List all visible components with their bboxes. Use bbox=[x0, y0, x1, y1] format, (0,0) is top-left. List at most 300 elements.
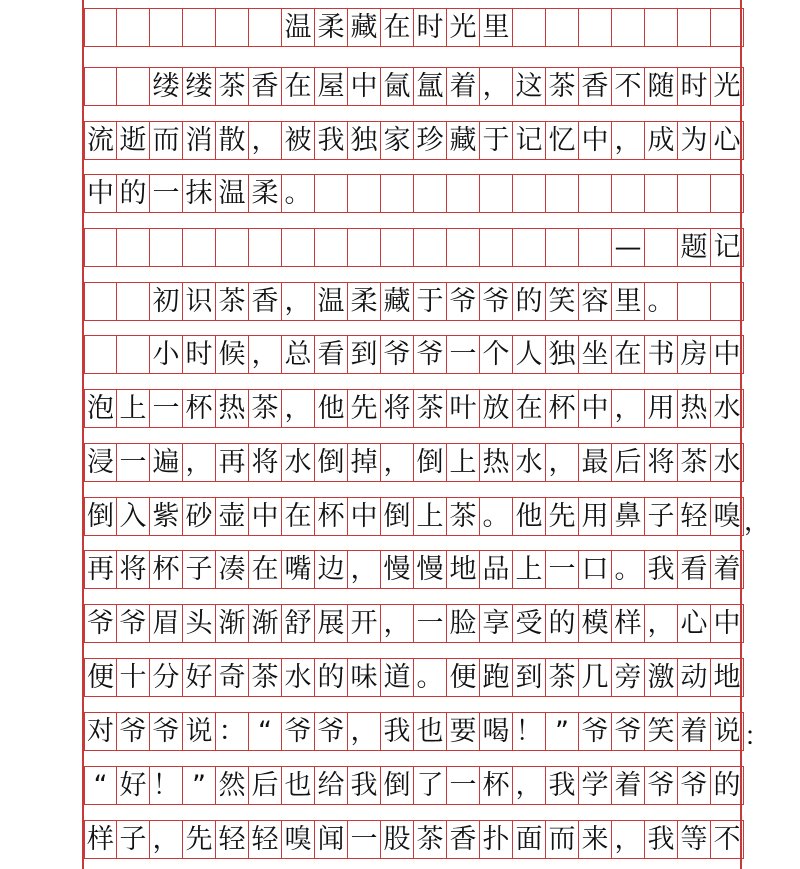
grid-cell: 也 bbox=[414, 712, 447, 751]
grid-cell: 倒 bbox=[315, 443, 348, 482]
grid-cell: 总 bbox=[282, 335, 315, 374]
grid-cell: 要 bbox=[447, 712, 480, 751]
grid-cell: 着 bbox=[612, 766, 645, 805]
grid-cell: 泡 bbox=[84, 389, 117, 428]
grid-cell: 柔 bbox=[249, 174, 282, 213]
grid-line bbox=[84, 335, 744, 374]
grid-cell: 动 bbox=[678, 658, 711, 697]
grid-cell: 舒 bbox=[282, 604, 315, 643]
grid-cell: 茶 bbox=[414, 820, 447, 859]
grid-cell bbox=[480, 228, 513, 267]
grid-cell: “ bbox=[84, 766, 117, 805]
grid-cell: 好 bbox=[183, 658, 216, 697]
grid-cell: ， bbox=[381, 604, 414, 643]
grid-cell bbox=[579, 174, 612, 213]
grid-cell: 后 bbox=[612, 443, 645, 482]
grid-cell: 将 bbox=[249, 443, 282, 482]
grid-cell: 爷 bbox=[645, 766, 678, 805]
grid-line bbox=[84, 550, 744, 589]
grid-cell: 味 bbox=[348, 658, 381, 697]
grid-cell: 入 bbox=[117, 497, 150, 536]
overflow-punctuation: ： bbox=[744, 722, 771, 752]
grid-cell: ！ bbox=[513, 712, 546, 751]
grid-cell: 在 bbox=[282, 497, 315, 536]
grid-cell: 浸 bbox=[84, 443, 117, 482]
grid-cell: ， bbox=[513, 766, 546, 805]
grid-cell: ， bbox=[612, 389, 645, 428]
grid-cell: 温 bbox=[315, 282, 348, 321]
grid-cell: 最 bbox=[579, 443, 612, 482]
grid-cell: 品 bbox=[480, 550, 513, 589]
grid-cell bbox=[84, 282, 117, 321]
grid-cell: 子 bbox=[645, 497, 678, 536]
grid-cell: 茶 bbox=[546, 67, 579, 106]
grid-cell: 用 bbox=[645, 389, 678, 428]
grid-cell: 爷 bbox=[612, 712, 645, 751]
grid-line bbox=[84, 282, 744, 321]
grid-cell bbox=[414, 174, 447, 213]
grid-cell: 笑 bbox=[546, 282, 579, 321]
grid-cell: 我 bbox=[348, 766, 381, 805]
grid-cell: 。 bbox=[612, 550, 645, 589]
grid-cell: 候 bbox=[216, 335, 249, 374]
grid-line bbox=[84, 604, 744, 643]
grid-cell: 而 bbox=[150, 121, 183, 160]
grid-cell: 面 bbox=[513, 820, 546, 859]
grid-cell: 茶 bbox=[216, 282, 249, 321]
grid-cell: 氲 bbox=[414, 67, 447, 106]
grid-cell: 爷 bbox=[579, 712, 612, 751]
grid-cell: 容 bbox=[579, 282, 612, 321]
grid-cell: 轻 bbox=[216, 820, 249, 859]
grid-cell: ， bbox=[282, 389, 315, 428]
grid-cell: 看 bbox=[315, 335, 348, 374]
grid-cell: 再 bbox=[216, 443, 249, 482]
grid-cell: 分 bbox=[150, 658, 183, 697]
grid-cell: 中 bbox=[84, 174, 117, 213]
grid-line bbox=[84, 8, 744, 47]
grid-cell: ， bbox=[348, 712, 381, 751]
grid-cell: 于 bbox=[414, 282, 447, 321]
grid-cell: 水 bbox=[711, 389, 744, 428]
grid-cell: 样 bbox=[612, 604, 645, 643]
grid-cell: 放 bbox=[480, 389, 513, 428]
grid-cell: 被 bbox=[282, 121, 315, 160]
grid-line bbox=[84, 820, 744, 859]
grid-cell bbox=[117, 67, 150, 106]
grid-cell: 嗅 bbox=[282, 820, 315, 859]
grid-cell: ， bbox=[480, 67, 513, 106]
grid-cell bbox=[678, 8, 711, 47]
grid-cell: 一 bbox=[150, 174, 183, 213]
grid-cell: 了 bbox=[414, 766, 447, 805]
grid-cell: 叶 bbox=[447, 389, 480, 428]
grid-cell: 着 bbox=[678, 712, 711, 751]
grid-cell: 光 bbox=[447, 8, 480, 47]
grid-cell: 砂 bbox=[183, 497, 216, 536]
grid-cell: 于 bbox=[480, 121, 513, 160]
grid-cell: 的 bbox=[315, 658, 348, 697]
grid-cell: 子 bbox=[117, 820, 150, 859]
grid-cell: 我 bbox=[315, 121, 348, 160]
grid-cell: 茶 bbox=[447, 497, 480, 536]
grid-cell bbox=[84, 67, 117, 106]
grid-cell: 杯 bbox=[480, 766, 513, 805]
grid-cell bbox=[84, 335, 117, 374]
grid-cell: 口 bbox=[579, 550, 612, 589]
grid-cell: 便 bbox=[447, 658, 480, 697]
grid-cell bbox=[645, 228, 678, 267]
grid-cell: 忆 bbox=[546, 121, 579, 160]
grid-cell: 来 bbox=[579, 820, 612, 859]
grid-cell: 屋 bbox=[315, 67, 348, 106]
grid-cell: 独 bbox=[348, 121, 381, 160]
grid-cell bbox=[711, 8, 744, 47]
grid-cell bbox=[348, 174, 381, 213]
grid-cell: 不 bbox=[612, 67, 645, 106]
grid-cell: 记 bbox=[513, 121, 546, 160]
grid-cell: 坐 bbox=[579, 335, 612, 374]
grid-cell: 爷 bbox=[414, 335, 447, 374]
grid-cell: 水 bbox=[711, 443, 744, 482]
grid-cell: 上 bbox=[414, 497, 447, 536]
grid-cell: 独 bbox=[546, 335, 579, 374]
grid-cell: 柔 bbox=[315, 8, 348, 47]
grid-line bbox=[84, 121, 744, 160]
grid-cell: 激 bbox=[645, 658, 678, 697]
grid-cell: 中 bbox=[711, 604, 744, 643]
grid-cell: 的 bbox=[546, 604, 579, 643]
grid-cell: 旁 bbox=[612, 658, 645, 697]
grid-cell: 抹 bbox=[183, 174, 216, 213]
grid-cell: 中 bbox=[711, 335, 744, 374]
grid-cell: 水 bbox=[282, 443, 315, 482]
grid-cell: 个 bbox=[480, 335, 513, 374]
grid-cell: 的 bbox=[711, 766, 744, 805]
grid-cell: ， bbox=[150, 820, 183, 859]
grid-cell bbox=[678, 174, 711, 213]
grid-cell bbox=[678, 282, 711, 321]
grid-cell: 上 bbox=[117, 389, 150, 428]
grid-cell: 时 bbox=[183, 335, 216, 374]
grid-cell: 茶 bbox=[414, 389, 447, 428]
grid-cell: 爷 bbox=[678, 766, 711, 805]
grid-line bbox=[84, 443, 744, 482]
grid-cell: 开 bbox=[348, 604, 381, 643]
grid-cell: 不 bbox=[711, 820, 744, 859]
grid-cell: 倒 bbox=[381, 766, 414, 805]
grid-line bbox=[84, 497, 744, 536]
grid-cell: ， bbox=[249, 335, 282, 374]
grid-cell: 为 bbox=[678, 121, 711, 160]
grid-cell: 爷 bbox=[84, 604, 117, 643]
grid-cell: 随 bbox=[645, 67, 678, 106]
grid-cell: 光 bbox=[711, 67, 744, 106]
grid-cell: 紫 bbox=[150, 497, 183, 536]
grid-cell: 热 bbox=[216, 389, 249, 428]
grid-cell bbox=[447, 174, 480, 213]
grid-cell: 嗅 bbox=[711, 497, 744, 536]
grid-cell: 里 bbox=[612, 282, 645, 321]
grid-cell bbox=[546, 228, 579, 267]
grid-cell: 一 bbox=[348, 820, 381, 859]
grid-cell: 倒 bbox=[414, 443, 447, 482]
grid-line bbox=[84, 658, 744, 697]
grid-cell: 道 bbox=[381, 658, 414, 697]
grid-cell bbox=[414, 228, 447, 267]
grid-cell bbox=[183, 228, 216, 267]
grid-cell: 轻 bbox=[249, 820, 282, 859]
grid-cell: 他 bbox=[513, 497, 546, 536]
grid-cell: 散 bbox=[216, 121, 249, 160]
grid-cell: 时 bbox=[678, 67, 711, 106]
grid-cell: 轻 bbox=[678, 497, 711, 536]
grid-cell: 对 bbox=[84, 712, 117, 751]
grid-cell: 藏 bbox=[348, 8, 381, 47]
grid-cell: 香 bbox=[579, 67, 612, 106]
grid-cell: 慢 bbox=[414, 550, 447, 589]
grid-cell: 流 bbox=[84, 121, 117, 160]
grid-cell: 小 bbox=[150, 335, 183, 374]
grid-cell: 先 bbox=[183, 820, 216, 859]
grid-cell: ， bbox=[546, 443, 579, 482]
grid-cell bbox=[579, 228, 612, 267]
grid-cell: 掉 bbox=[348, 443, 381, 482]
grid-cell bbox=[513, 174, 546, 213]
grid-line bbox=[84, 389, 744, 428]
grid-cell: 我 bbox=[645, 550, 678, 589]
grid-cell bbox=[711, 174, 744, 213]
grid-cell: 茶 bbox=[216, 67, 249, 106]
grid-cell: 奇 bbox=[216, 658, 249, 697]
grid-cell: ， bbox=[183, 443, 216, 482]
grid-cell: 初 bbox=[150, 282, 183, 321]
grid-cell: 股 bbox=[381, 820, 414, 859]
grid-cell: 在 bbox=[249, 550, 282, 589]
grid-cell: 香 bbox=[249, 67, 282, 106]
grid-cell: 记 bbox=[711, 228, 744, 267]
grid-cell bbox=[150, 228, 183, 267]
grid-cell: 上 bbox=[447, 443, 480, 482]
grid-cell: ， bbox=[381, 443, 414, 482]
grid-cell: 爷 bbox=[447, 282, 480, 321]
grid-cell: 我 bbox=[546, 766, 579, 805]
grid-cell: 茶 bbox=[249, 658, 282, 697]
grid-cell: 学 bbox=[579, 766, 612, 805]
grid-cell bbox=[645, 174, 678, 213]
grid-cell: ： bbox=[216, 712, 249, 751]
grid-cell: 着 bbox=[711, 550, 744, 589]
grid-cell: 展 bbox=[315, 604, 348, 643]
grid-cell: 十 bbox=[117, 658, 150, 697]
grid-cell bbox=[645, 8, 678, 47]
grid-cell: 爷 bbox=[381, 335, 414, 374]
grid-cell: 中 bbox=[249, 497, 282, 536]
grid-cell: 便 bbox=[84, 658, 117, 697]
grid-cell: ” bbox=[546, 712, 579, 751]
grid-cell: 爷 bbox=[315, 712, 348, 751]
grid-cell: 珍 bbox=[414, 121, 447, 160]
grid-cell: 说 bbox=[183, 712, 216, 751]
grid-cell: 。 bbox=[480, 497, 513, 536]
grid-cell bbox=[150, 8, 183, 47]
grid-cell: 我 bbox=[645, 820, 678, 859]
grid-cell: 温 bbox=[282, 8, 315, 47]
grid-cell: 爷 bbox=[282, 712, 315, 751]
grid-cell: ， bbox=[612, 121, 645, 160]
grid-cell: 用 bbox=[579, 497, 612, 536]
grid-cell: 鼻 bbox=[612, 497, 645, 536]
grid-cell bbox=[84, 8, 117, 47]
grid-line bbox=[84, 228, 744, 267]
grid-cell bbox=[183, 8, 216, 47]
grid-cell: 爷 bbox=[480, 282, 513, 321]
grid-cell bbox=[117, 8, 150, 47]
overflow-punctuation: ， bbox=[744, 507, 771, 537]
grid-cell: 后 bbox=[249, 766, 282, 805]
grid-cell: 的 bbox=[513, 282, 546, 321]
grid-cell: 成 bbox=[645, 121, 678, 160]
grid-cell: 氤 bbox=[381, 67, 414, 106]
grid-cell: 壶 bbox=[216, 497, 249, 536]
grid-cell: 香 bbox=[249, 282, 282, 321]
grid-cell: 热 bbox=[678, 389, 711, 428]
grid-cell: 这 bbox=[513, 67, 546, 106]
grid-cell: 遍 bbox=[150, 443, 183, 482]
grid-cell: 好 bbox=[117, 766, 150, 805]
grid-cell: 一 bbox=[150, 389, 183, 428]
grid-cell: 家 bbox=[381, 121, 414, 160]
grid-cell bbox=[315, 228, 348, 267]
grid-cell: 一 bbox=[117, 443, 150, 482]
grid-cell: ， bbox=[249, 121, 282, 160]
grid-cell: 先 bbox=[348, 389, 381, 428]
grid-cell: 中 bbox=[348, 497, 381, 536]
grid-line bbox=[84, 766, 744, 805]
grid-cell bbox=[216, 228, 249, 267]
grid-cell: 在 bbox=[612, 335, 645, 374]
grid-cell bbox=[216, 8, 249, 47]
grid-cell: 享 bbox=[480, 604, 513, 643]
grid-cell: 看 bbox=[678, 550, 711, 589]
grid-cell: 心 bbox=[711, 121, 744, 160]
grid-line bbox=[84, 67, 744, 106]
grid-cell: 中 bbox=[579, 389, 612, 428]
grid-cell: 消 bbox=[183, 121, 216, 160]
grid-cell: 一 bbox=[546, 550, 579, 589]
grid-cell: 里 bbox=[480, 8, 513, 47]
grid-cell: 茶 bbox=[249, 389, 282, 428]
grid-cell bbox=[381, 228, 414, 267]
grid-cell: 水 bbox=[513, 443, 546, 482]
grid-cell: 头 bbox=[183, 604, 216, 643]
grid-cell bbox=[546, 174, 579, 213]
grid-cell: 也 bbox=[282, 766, 315, 805]
grid-cell: ， bbox=[645, 604, 678, 643]
grid-cell: 。 bbox=[645, 282, 678, 321]
grid-cell: 慢 bbox=[381, 550, 414, 589]
grid-cell: 再 bbox=[84, 550, 117, 589]
grid-cell: ， bbox=[282, 282, 315, 321]
grid-cell: 茶 bbox=[678, 443, 711, 482]
grid-cell: 说 bbox=[711, 712, 744, 751]
grid-cell: 时 bbox=[414, 8, 447, 47]
grid-cell: 将 bbox=[117, 550, 150, 589]
grid-cell: 渐 bbox=[249, 604, 282, 643]
grid-cell: 在 bbox=[381, 8, 414, 47]
grid-cell bbox=[612, 174, 645, 213]
grid-cell bbox=[348, 228, 381, 267]
grid-line bbox=[84, 174, 744, 213]
grid-cell: 到 bbox=[348, 335, 381, 374]
grid-cell: 倒 bbox=[84, 497, 117, 536]
grid-cell: 凑 bbox=[216, 550, 249, 589]
grid-cell: 闻 bbox=[315, 820, 348, 859]
grid-cell: 样 bbox=[84, 820, 117, 859]
grid-cell: 杯 bbox=[183, 389, 216, 428]
grid-line bbox=[84, 712, 744, 751]
grid-cell bbox=[546, 8, 579, 47]
grid-cell: 逝 bbox=[117, 121, 150, 160]
grid-cell: 。 bbox=[414, 658, 447, 697]
grid-cell: 先 bbox=[546, 497, 579, 536]
grid-cell bbox=[282, 228, 315, 267]
grid-cell: 书 bbox=[645, 335, 678, 374]
grid-cell: 杯 bbox=[315, 497, 348, 536]
grid-cell: 一 bbox=[447, 766, 480, 805]
grid-cell: 眉 bbox=[150, 604, 183, 643]
grid-cell: 一 bbox=[414, 604, 447, 643]
grid-cell: 边 bbox=[315, 550, 348, 589]
grid-cell bbox=[711, 282, 744, 321]
grid-cell: 识 bbox=[183, 282, 216, 321]
grid-cell: 笑 bbox=[645, 712, 678, 751]
grid-cell: 一 bbox=[447, 335, 480, 374]
grid-cell: 跑 bbox=[480, 658, 513, 697]
grid-cell: 题 bbox=[678, 228, 711, 267]
grid-cell: 爷 bbox=[150, 712, 183, 751]
grid-cell: 在 bbox=[513, 389, 546, 428]
grid-cell bbox=[381, 174, 414, 213]
grid-cell bbox=[480, 174, 513, 213]
grid-cell bbox=[513, 8, 546, 47]
grid-cell: ” bbox=[183, 766, 216, 805]
grid-cell: 渐 bbox=[216, 604, 249, 643]
grid-cell: 人 bbox=[513, 335, 546, 374]
grid-cell: 温 bbox=[216, 174, 249, 213]
grid-cell: ， bbox=[612, 820, 645, 859]
grid-cell: 我 bbox=[381, 712, 414, 751]
grid-cell: 喝 bbox=[480, 712, 513, 751]
grid-cell: 嘴 bbox=[282, 550, 315, 589]
grid-cell: 地 bbox=[447, 550, 480, 589]
grid-cell: 着 bbox=[447, 67, 480, 106]
grid-cell: 爷 bbox=[117, 604, 150, 643]
grid-cell: 茶 bbox=[546, 658, 579, 697]
grid-cell bbox=[249, 228, 282, 267]
grid-cell: 热 bbox=[480, 443, 513, 482]
grid-cell: 子 bbox=[183, 550, 216, 589]
grid-cell: 扑 bbox=[480, 820, 513, 859]
grid-cell: 缕 bbox=[183, 67, 216, 106]
grid-cell: 杯 bbox=[150, 550, 183, 589]
grid-cell: 而 bbox=[546, 820, 579, 859]
grid-cell: 房 bbox=[678, 335, 711, 374]
grid-cell: 地 bbox=[711, 658, 744, 697]
grid-cell: 。 bbox=[282, 174, 315, 213]
grid-cell: 缕 bbox=[150, 67, 183, 106]
grid-cell: 模 bbox=[579, 604, 612, 643]
